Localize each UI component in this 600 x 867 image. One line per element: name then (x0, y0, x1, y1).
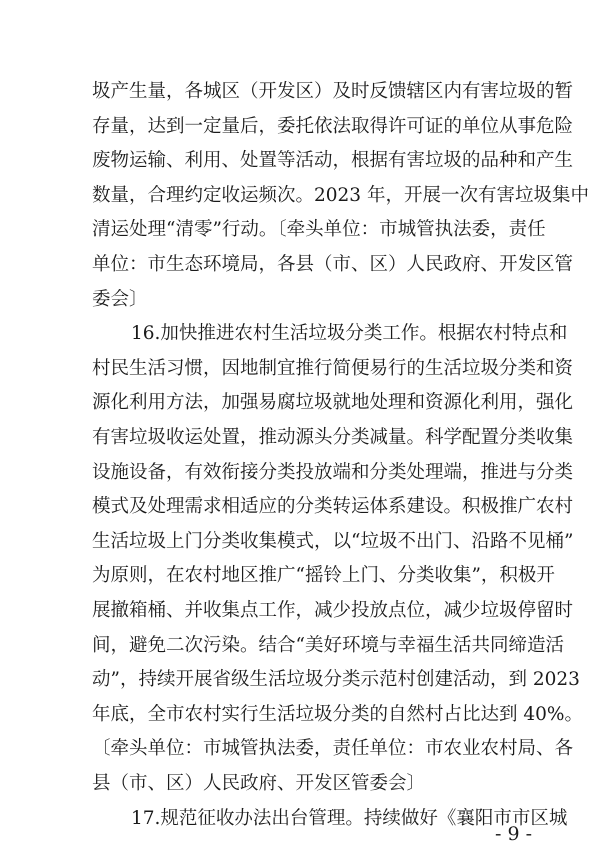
body-text-line: 动”，持续开展省级生活垃圾分类示范村创建活动，到 2023 (92, 669, 580, 691)
section-heading-line: 16.加快推进农村生活垃圾分类工作。根据农村特点和 (131, 323, 568, 345)
body-text-line: 委会〕 (92, 288, 148, 310)
body-text-line: 源化利用方法，加强易腐垃圾就地处理和资源化利用，强化 (92, 392, 574, 414)
body-text-line: 〔牵头单位：市城管执法委，责任单位：市农业农村局、各 (92, 738, 574, 760)
body-text-line: 单位：市生态环境局，各县（市、区）人民政府、开发区管 (92, 254, 574, 275)
body-text-line: 清运处理“清零”行动。〔牵头单位：市城管执法委，责任 (92, 219, 546, 241)
body-text-line: 存量，达到一定量后，委托依法取得许可证的单位从事危险 (92, 115, 574, 137)
body-text-line: 间，避免二次污染。结合“美好环境与幸福生活共同缔造活 (92, 634, 564, 656)
section-heading-line: 17.规范征收办法出台管理。持续做好《襄阳市市区城 (131, 807, 568, 829)
body-text-line: 村民生活习惯，因地制宜推行简便易行的生活垃圾分类和资 (92, 357, 574, 379)
page-number: - 9 - (494, 823, 532, 845)
body-text-line: 生活垃圾上门分类收集模式，以“垃圾不出门、沿路不见桶” (92, 530, 574, 552)
body-text-line: 废物运输、利用、处置等活动，根据有害垃圾的品种和产生 (92, 150, 574, 172)
body-text-line: 为原则，在农村地区推广“摇铃上门、分类收集”，积极开 (92, 565, 555, 587)
body-text-line: 年底，全市农村实行生活垃圾分类的自然村占比达到 40%。 (92, 703, 584, 725)
body-text-line: 县（市、区）人民政府、开发区管委会〕 (92, 773, 426, 794)
body-text-line: 展撤箱桶、并收集点工作，减少投放点位，减少垃圾停留时 (92, 600, 574, 621)
body-text-line: 有害垃圾收运处置，推动源头分类减量。科学配置分类收集 (92, 427, 574, 448)
body-text-line: 数量，合理约定收运频次。2023 年，开展一次有害垃圾集中 (92, 184, 589, 206)
body-text-line: 模式及处理需求相适应的分类转运体系建设。积极推广农村 (92, 496, 574, 518)
body-text-line: 圾产生量，各城区（开发区）及时反馈辖区内有害垃圾的暂 (92, 81, 574, 102)
body-text-line: 设施设备，有效衔接分类投放端和分类处理端，推进与分类 (92, 461, 574, 483)
